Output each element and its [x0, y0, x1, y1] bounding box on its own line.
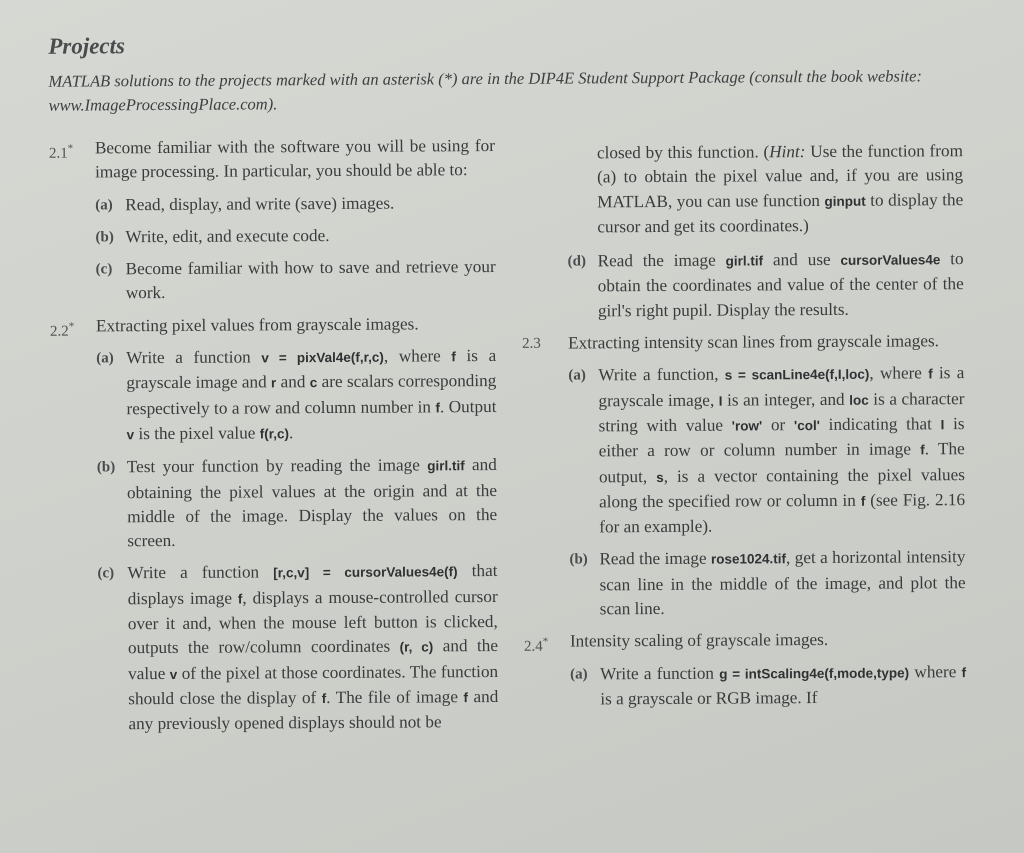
part-label: (b) — [569, 551, 588, 568]
problem-number: 2.3 — [522, 335, 541, 352]
problem-number: 2.2* — [49, 320, 75, 340]
part-text: Test your function by reading the image girl.tif and obtaining the pixel values at the origin and at the middle of the image. Display the values on the screen. — [126, 455, 498, 551]
part-text: Write, edit, and execute code. — [125, 225, 330, 247]
part-text: Become familiar with how to save and retrieve your work. — [125, 257, 496, 303]
problem-2-1 — [49, 134, 496, 307]
part-label: (a) — [95, 196, 113, 214]
part-label: (c) — [97, 565, 115, 582]
part-text: Read the image girl.tif and use cursorValues4e to obtain the coordinates and value of the center of the girl's right pupil. Display the results. — [597, 249, 964, 321]
part-text: Write a function [r,c,v] = cursorValues4e(f) that displays image f, displays a mouse-controlled cursor over it and, when the mouse left button is clicked, outputs the row/column coordinates (r, c) and the value v of the pixel at those coordinates. The function should close the display of f. The file of image f and any previously opened displays should not be — [127, 561, 499, 734]
part-text: Read, display, and write (save) images. — [125, 193, 395, 214]
left-column — [49, 134, 499, 745]
intro-paragraph: MATLAB solutions to the projects marked with an asterisk (*) are in the DIP4E Student Support Package (consult the book website: www.ImageProcessingPlace.com). — [48, 66, 922, 115]
part-b — [95, 223, 495, 250]
part-a — [96, 344, 497, 448]
part-b — [569, 546, 965, 622]
problem-2-2-continued — [521, 139, 964, 324]
problem-2-3 — [522, 329, 966, 622]
right-column — [521, 131, 967, 720]
part-label: (a) — [96, 350, 114, 367]
part-a — [570, 660, 966, 712]
problem-text: Extracting intensity scan lines from grayscale images. — [568, 331, 940, 353]
part-text: Write a function, s = scanLine4e(f,I,loc), where f is a grayscale image, I is an integer, and loc is a character string with value 'row' or 'col' indicating that I is either a row or column number in image f. The output, s, is a vector containing the pixel values along the specified row or column in f (see Fig. 2.16 for an example). — [598, 363, 966, 537]
part-label: (a) — [570, 666, 588, 683]
part-text: Write a function g = intScaling4e(f,mode,type) where f is a grayscale or RGB image. If — [600, 661, 967, 709]
part-label: (c) — [95, 261, 113, 278]
problem-2-2 — [50, 312, 499, 737]
part-label: (b) — [95, 229, 114, 246]
part-label: (a) — [568, 367, 586, 384]
problem-2-4 — [524, 627, 966, 712]
part-c — [97, 559, 498, 737]
problem-number: 2.1* — [48, 142, 74, 162]
problem-text: Intensity scaling of grayscale images. — [569, 630, 829, 651]
part-text: Read the image rose1024.tif, get a horizontal intensity scan line in the middle of the image, and plot the scan line. — [599, 547, 966, 619]
problem-text: Extracting pixel values from grayscale images. — [95, 314, 419, 336]
section-heading: Projects — [48, 33, 126, 59]
part-a — [568, 361, 965, 539]
part-c-continued — [567, 139, 964, 240]
part-d — [568, 247, 964, 323]
part-b — [97, 453, 498, 554]
part-text: Write a function v = pixVal4e(f,r,c), where f is a grayscale image and r and c are scalars corresponding respectively to a row and column number in f. Output v is the pixel value f(r,c). — [126, 346, 497, 444]
problem-number: 2.4* — [523, 636, 549, 656]
part-text: closed by this function. (Hint: Use the function from (a) to obtain the pixel value and, if you are using MATLAB, you can use function ginput to display the cursor and get its coordinates.) — [596, 141, 964, 237]
problem-text: Become familiar with the software you will be using for image processing. In particular, you should be able to: — [94, 135, 495, 182]
part-c — [96, 255, 496, 306]
part-a — [95, 191, 495, 218]
part-label: (d) — [567, 253, 587, 270]
part-label: (b) — [96, 459, 116, 476]
